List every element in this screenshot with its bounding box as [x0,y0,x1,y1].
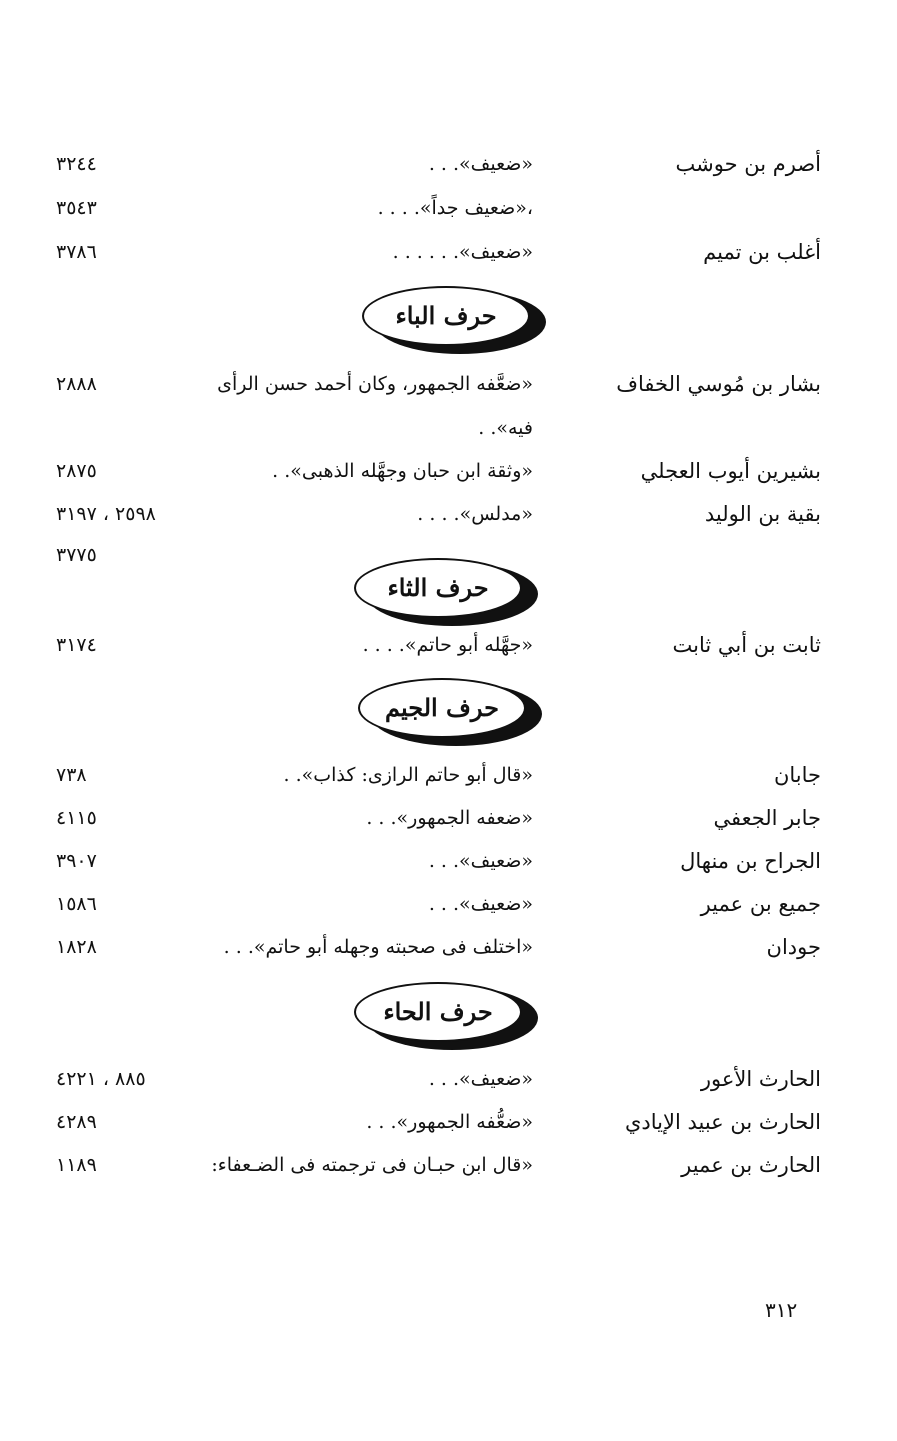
grading-text: «قال أبو حاتم الرازى: كذاب». . [283,764,533,786]
grading-text: «وثقة ابن حبان وجهَّله الذهبى». . [272,460,533,482]
entry-row [0,194,897,234]
grading-text: ،«ضعيف جداً». . . . [377,197,533,219]
grading-text: «ضعيف». . . . . . [392,241,533,263]
narrator-name: أغلب بن تميم [703,240,821,264]
hadith-numbers: ٣٧٧٥ [56,544,97,566]
hadith-numbers: ٢٥٩٨ ، ٣١٩٧ [56,503,156,525]
grading-text: «قال ابن حبـان فى ترجمته فى الضـعفاء: [211,1154,533,1176]
entry-row [0,457,897,497]
narrator-name: الحارث بن عمير [681,1153,821,1177]
entry-row [0,631,897,671]
grading-text: «ضعُّفه الجمهور». . . [366,1111,533,1133]
grading-text: «اختلف فى صحبته وجهله أبو حاتم». . . [223,936,533,958]
narrator-name: جميع بن عمير [700,892,821,916]
hadith-numbers: ٤١١٥ [56,807,97,829]
grading-text: «ضعيف». . . [428,153,533,175]
entry-row [0,370,897,410]
section-header-haa [352,980,542,1052]
grading-text: «ضعفه الجمهور». . . [366,807,533,829]
entry-row [0,1151,897,1191]
grading-text: «مدلس». . . . [417,503,533,525]
hadith-numbers: ٣٩٠٧ [56,850,97,872]
entry-row [0,890,897,930]
hadith-numbers: ٢٨٧٥ [56,460,97,482]
entry-row [0,414,897,454]
narrator-name: ثابت بن أبي ثابت [672,633,821,657]
entry-row [0,1108,897,1148]
hadith-numbers: ٨٨٥ ، ٤٢٢١ [56,1068,146,1090]
narrator-name: الجراح بن منهال [680,849,821,873]
narrator-name: بشيرين أيوب العجلي [640,459,821,483]
section-header-jeem [356,676,546,748]
hadith-numbers: ٣٥٤٣ [56,197,97,219]
narrator-name: الحارث الأعور [700,1067,821,1091]
hadith-numbers: ١٨٢٨ [56,936,97,958]
section-header-baa [360,284,550,356]
hadith-numbers: ٧٣٨ [56,764,87,786]
entry-row [0,804,897,844]
entry-row [0,238,897,278]
grading-text: «جهَّله أبو حاتم». . . . [362,634,533,656]
grading-text: «ضعيف». . . [428,850,533,872]
entry-row [0,1065,897,1105]
section-header-label: حرف الجيم [385,693,499,722]
hadith-numbers: ٣٧٨٦ [56,241,97,263]
narrator-name: الحارث بن عبيد الإيادي [624,1110,821,1134]
narrator-name: بقية بن الوليد [704,502,821,526]
entry-row [0,761,897,801]
grading-text: فيه». . [478,417,533,439]
narrator-name: جابر الجعفي [713,806,821,830]
section-header-thaa [352,556,542,628]
hadith-numbers: ١١٨٩ [56,1154,97,1176]
narrator-name: جودان [766,935,821,959]
section-header-label: حرف الباء [395,301,497,330]
entry-row [0,847,897,887]
hadith-numbers: ٣١٧٤ [56,634,97,656]
narrator-name: جابان [773,763,821,787]
hadith-numbers: ٤٢٨٩ [56,1111,97,1133]
hadith-numbers: ١٥٨٦ [56,893,97,915]
grading-text: «ضعيف». . . [428,893,533,915]
narrator-name: بشار بن مُوسي الخفاف [616,372,821,396]
hadith-numbers: ٢٨٨٨ [56,373,97,395]
entry-row [0,500,897,540]
grading-text: «ضعَّفه الجمهور، وكان أحمد حسن الرأى [217,373,533,395]
entry-row [0,933,897,973]
section-header-label: حرف الحاء [383,997,493,1026]
hadith-numbers: ٣٢٤٤ [56,153,97,175]
section-header-label: حرف الثاء [387,573,489,602]
page-number: ٣١٢ [765,1298,798,1322]
entry-row [0,150,897,190]
narrator-name: أصرم بن حوشب [675,152,821,176]
grading-text: «ضعيف». . . [428,1068,533,1090]
